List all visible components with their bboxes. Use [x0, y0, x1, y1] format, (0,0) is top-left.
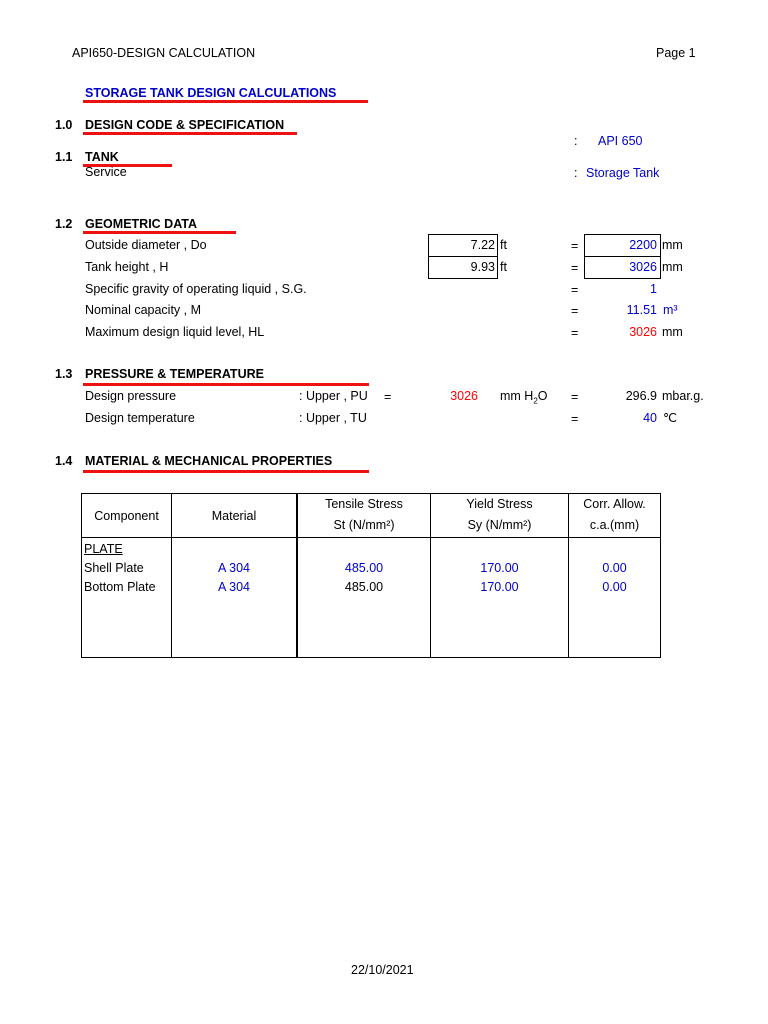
section-1-0-number: 1.0: [55, 118, 73, 132]
section-1-3-number: 1.3: [55, 367, 73, 381]
design-pressure-unit: mm $H_2O$: [500, 389, 548, 406]
document-title: API650-DESIGN CALCULATION: [72, 46, 256, 60]
row-bottom-material: A 304: [218, 580, 250, 594]
header-corrosion-allowance: Corr. Allow. c.a.(mm): [569, 494, 661, 538]
nominal-capacity-equals: =: [571, 304, 579, 318]
table-header-row: [82, 494, 661, 538]
corrosion-column: [569, 538, 661, 658]
section-1-0-title: DESIGN CODE & SPECIFICATION: [85, 118, 285, 132]
code-colon: :: [574, 134, 578, 148]
nominal-capacity-label: Nominal capacity , M: [85, 303, 202, 317]
design-liquid-level-label: Maximum design liquid level, HL: [85, 325, 265, 339]
tank-height-mm-unit: mm: [662, 260, 683, 274]
tank-height-mm: 3026: [629, 260, 657, 274]
section-1-0-underline: [83, 132, 297, 135]
tank-height-ft-unit: ft: [500, 260, 507, 274]
tank-height-ft: 9.93: [470, 260, 495, 274]
section-1-3-underline: [83, 383, 369, 386]
row-bottom-corr: 0.00: [602, 580, 627, 594]
design-liquid-level-value: 3026: [629, 325, 657, 339]
design-temperature-unit: ℃: [663, 411, 678, 425]
design-temperature-equals: =: [571, 412, 579, 426]
service-value: Storage Tank: [586, 166, 660, 180]
plate-group-label: PLATE: [84, 542, 123, 556]
outside-diameter-label: Outside diameter , Do: [85, 238, 207, 252]
specific-gravity-label: Specific gravity of operating liquid , S.G.: [85, 282, 307, 296]
section-1-4-underline: [83, 470, 369, 473]
row-shell-tensile: 485.00: [344, 561, 384, 575]
section-1-1-title: TANK: [85, 150, 119, 164]
material-properties-table: [81, 493, 661, 658]
specific-gravity-value: 1: [650, 282, 657, 296]
design-pressure-label: Design pressure: [85, 389, 177, 403]
tank-height-label: Tank height , H: [85, 260, 169, 274]
tensile-column: [297, 538, 431, 658]
row-bottom-component: Bottom Plate: [84, 580, 156, 594]
outside-diameter-mm-unit: mm: [662, 238, 683, 252]
row-bottom-yield: 170.00: [480, 580, 519, 594]
section-1-4-title: MATERIAL & MECHANICAL PROPERTIES: [85, 454, 333, 468]
section-1-2-number: 1.2: [55, 217, 73, 231]
design-pressure-value: 3026: [450, 389, 478, 403]
design-pressure-mbar-unit: mbar.g.: [662, 389, 704, 403]
section-1-2-title: GEOMETRIC DATA: [85, 217, 198, 231]
design-temperature-label: Design temperature: [85, 411, 195, 425]
outside-diameter-equals: =: [571, 239, 579, 253]
row-bottom-tensile: 485.00: [344, 580, 384, 594]
header-material: Material: [172, 494, 298, 538]
nominal-capacity-unit: m³: [663, 303, 678, 317]
footer-date: 22/10/2021: [351, 963, 414, 977]
design-temperature-sub: : Upper , TU: [299, 411, 367, 425]
design-temperature-value: 40: [643, 411, 657, 425]
row-shell-material: A 304: [218, 561, 250, 575]
design-pressure-sub: : Upper , PU: [299, 389, 368, 403]
outside-diameter-mm: 2200: [629, 238, 657, 252]
service-label: Service: [85, 165, 127, 179]
specific-gravity-equals: =: [571, 283, 579, 297]
material-column: [172, 538, 298, 658]
table-body-row: [82, 538, 661, 658]
section-1-1-number: 1.1: [55, 150, 73, 164]
header-tensile: Tensile Stress St (N/mm²): [297, 494, 431, 538]
yield-column: [431, 538, 569, 658]
main-title-underline: [83, 100, 368, 103]
section-1-2-underline: [83, 231, 236, 234]
outside-diameter-ft: 7.22: [470, 238, 495, 252]
design-liquid-level-unit: mm: [662, 325, 683, 339]
design-pressure-equals: =: [384, 390, 392, 404]
tank-height-equals: =: [571, 261, 579, 275]
service-colon: :: [574, 166, 578, 180]
header-yield: Yield Stress Sy (N/mm²): [431, 494, 569, 538]
design-liquid-level-equals: =: [571, 326, 579, 340]
design-pressure-equals-2: =: [571, 390, 579, 404]
section-1-4-number: 1.4: [55, 454, 73, 468]
row-shell-yield: 170.00: [480, 561, 519, 575]
component-column: [82, 538, 172, 658]
nominal-capacity-value: 11.51: [626, 303, 657, 317]
section-1-3-title: PRESSURE & TEMPERATURE: [85, 367, 264, 381]
page-number: Page 1: [656, 46, 696, 60]
main-title: STORAGE TANK DESIGN CALCULATIONS: [85, 86, 337, 100]
design-pressure-mbar: 296.9: [625, 389, 657, 403]
row-shell-component: Shell Plate: [84, 561, 144, 575]
outside-diameter-ft-unit: ft: [500, 238, 507, 252]
design-code-value: API 650: [598, 134, 643, 148]
row-shell-corr: 0.00: [602, 561, 627, 575]
header-component: Component: [82, 494, 172, 538]
